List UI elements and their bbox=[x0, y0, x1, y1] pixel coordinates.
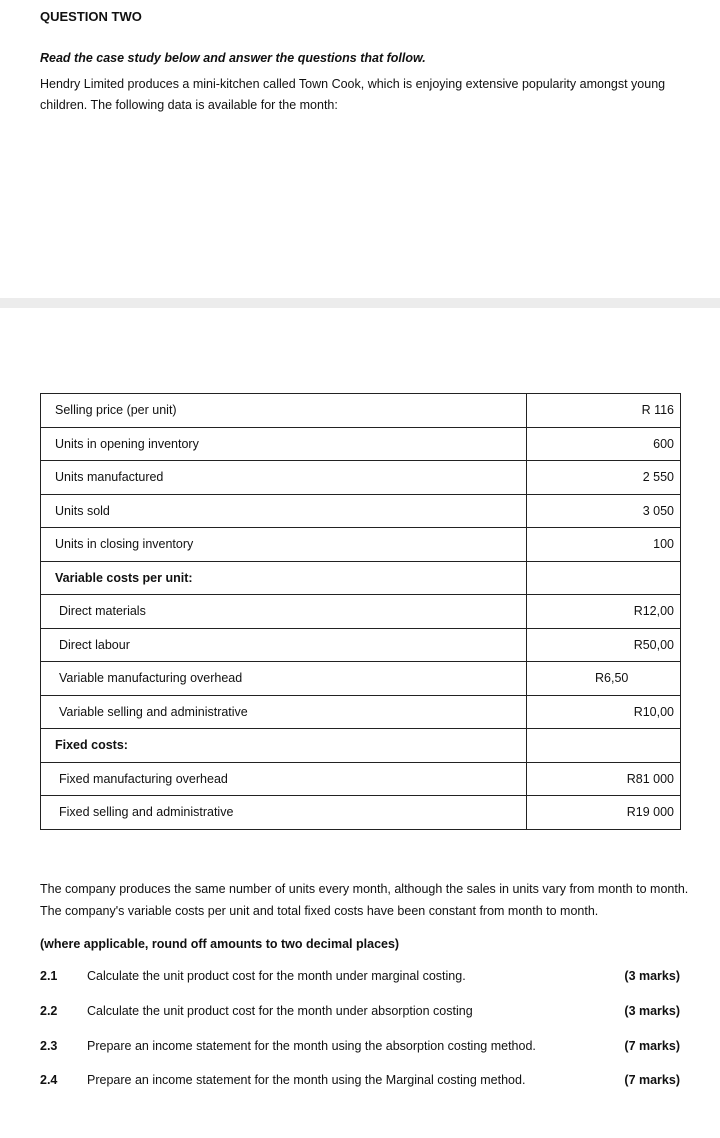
row-value: R12,00 bbox=[527, 595, 681, 629]
row-label: Units sold bbox=[41, 494, 527, 528]
question-marks: (7 marks) bbox=[624, 1073, 680, 1087]
row-label: Variable manufacturing overhead bbox=[41, 662, 527, 696]
question-item bbox=[40, 969, 680, 987]
table-row-section bbox=[41, 561, 681, 595]
row-value: 100 bbox=[527, 528, 681, 562]
section-label: Variable costs per unit: bbox=[41, 561, 527, 595]
row-label: Units in opening inventory bbox=[41, 427, 527, 461]
question-marks: (3 marks) bbox=[624, 969, 680, 983]
row-value: R10,00 bbox=[527, 695, 681, 729]
question-item bbox=[40, 1073, 680, 1091]
table-row bbox=[41, 528, 681, 562]
row-label: Units manufactured bbox=[41, 461, 527, 495]
row-value: R19 000 bbox=[527, 796, 681, 830]
row-label: Direct materials bbox=[41, 595, 527, 629]
row-label: Units in closing inventory bbox=[41, 528, 527, 562]
question-marks: (3 marks) bbox=[624, 1004, 680, 1018]
instruction-text: Read the case study below and answer the questions that follow. bbox=[40, 51, 426, 65]
row-label: Variable selling and administrative bbox=[41, 695, 527, 729]
question-number: 2.4 bbox=[40, 1073, 58, 1087]
row-value: R 116 bbox=[527, 394, 681, 428]
question-marks: (7 marks) bbox=[624, 1039, 680, 1053]
question-item bbox=[40, 1039, 680, 1057]
data-table bbox=[40, 393, 681, 830]
question-text: Calculate the unit product cost for the month under marginal costing. bbox=[87, 969, 466, 983]
row-value: R81 000 bbox=[527, 762, 681, 796]
table-row bbox=[41, 494, 681, 528]
question-item bbox=[40, 1004, 680, 1022]
question-text: Calculate the unit product cost for the month under absorption costing bbox=[87, 1004, 473, 1018]
question-number: 2.3 bbox=[40, 1039, 58, 1053]
intro-paragraph: Hendry Limited produces a mini-kitchen called Town Cook, which is enjoying extensive popularity amongst young children. The following data is available for the month: bbox=[40, 77, 666, 112]
row-value-cell bbox=[527, 662, 681, 696]
table-row bbox=[41, 762, 681, 796]
row-label: Direct labour bbox=[41, 628, 527, 662]
question-number: 2.2 bbox=[40, 1004, 58, 1018]
table-row bbox=[41, 695, 681, 729]
table-row bbox=[41, 796, 681, 830]
row-label: Selling price (per unit) bbox=[41, 394, 527, 428]
table-row-section bbox=[41, 729, 681, 763]
question-number: 2.1 bbox=[40, 969, 58, 983]
table-row bbox=[41, 427, 681, 461]
row-value bbox=[527, 561, 681, 595]
question-heading: QUESTION TWO bbox=[40, 9, 142, 24]
explanation-paragraph: The company produces the same number of units every month, although the sales in units vary from month to month. The company's variable costs per unit and total fixed costs have been constant from month to month. bbox=[40, 882, 689, 918]
row-value: R50,00 bbox=[527, 628, 681, 662]
row-value: 600 bbox=[527, 427, 681, 461]
table-row bbox=[41, 394, 681, 428]
row-value: 3 050 bbox=[527, 494, 681, 528]
question-text: Prepare an income statement for the month using the absorption costing method. bbox=[87, 1039, 536, 1053]
table-row bbox=[41, 595, 681, 629]
rounding-note: (where applicable, round off amounts to two decimal places) bbox=[40, 937, 400, 951]
table-row bbox=[41, 461, 681, 495]
table-row bbox=[41, 628, 681, 662]
section-label: Fixed costs: bbox=[41, 729, 527, 763]
row-value bbox=[527, 729, 681, 763]
row-label: Fixed manufacturing overhead bbox=[41, 762, 527, 796]
row-label: Fixed selling and administrative bbox=[41, 796, 527, 830]
table-row bbox=[41, 662, 681, 696]
row-value: R6,50 bbox=[595, 671, 629, 686]
row-value: 2 550 bbox=[527, 461, 681, 495]
question-text: Prepare an income statement for the month using the Marginal costing method. bbox=[87, 1073, 526, 1087]
page-divider bbox=[0, 298, 720, 308]
